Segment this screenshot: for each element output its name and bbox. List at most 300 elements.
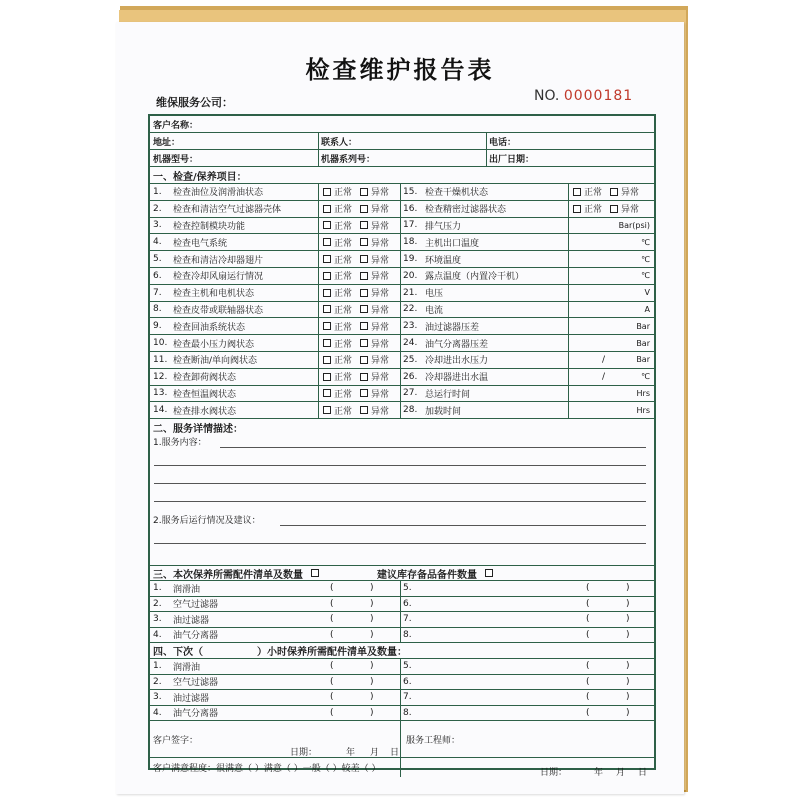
inspection-row	[150, 318, 654, 335]
normal-checkbox[interactable]	[323, 188, 331, 196]
column-divider	[318, 318, 319, 334]
inspection-item-label: 检查和清洁空气过滤器壳体	[173, 205, 282, 216]
part-number: 6.	[403, 598, 412, 609]
abnormal-label: 异常	[371, 221, 390, 232]
abnormal-checkbox[interactable]	[360, 305, 368, 313]
abnormal-label: 异常	[371, 305, 390, 316]
spare-stock-checkbox[interactable]	[485, 569, 493, 577]
inspection-item-label: 检查控制模块功能	[173, 221, 246, 232]
inspection-item-label: 检查皮带或联轴器状态	[173, 305, 264, 316]
item-number: 27.	[403, 388, 418, 399]
item-4-normal-option[interactable]	[323, 236, 352, 249]
item-3-status-options	[320, 218, 397, 234]
item-number: 23.	[403, 321, 418, 332]
item-2-abnormal-option[interactable]	[360, 202, 389, 215]
write-line[interactable]	[154, 465, 646, 466]
normal-label: 正常	[334, 255, 353, 266]
column-divider	[318, 234, 319, 250]
form-title: 检查维护报告表	[305, 56, 495, 84]
abnormal-label: 异常	[371, 205, 390, 216]
item-8-status-options	[320, 302, 397, 318]
normal-checkbox[interactable]	[323, 322, 331, 330]
column-divider	[318, 335, 319, 351]
item-3-abnormal-option[interactable]	[360, 219, 389, 232]
column-divider	[318, 352, 319, 368]
column-divider	[568, 285, 569, 301]
abnormal-checkbox[interactable]	[360, 373, 368, 381]
address-row	[150, 133, 654, 150]
item-number: 7.	[153, 287, 162, 298]
normal-label: 正常	[334, 322, 353, 333]
write-line[interactable]	[220, 447, 646, 448]
inspection-item-label: 总运行时间	[425, 389, 471, 400]
column-divider	[568, 386, 569, 402]
item-12-abnormal-option[interactable]	[360, 370, 389, 383]
inspection-item-label: 排气压力	[425, 221, 462, 232]
service-suggestion-label: 2.服务后运行情况及建议：	[153, 516, 261, 527]
part-name: 油过滤器	[173, 693, 210, 704]
part-name: 空气过滤器	[173, 678, 219, 689]
part-number: 8.	[403, 629, 412, 640]
next-spare-qty-paren-open: (	[586, 661, 590, 672]
next-part-qty-paren-close: )	[370, 676, 374, 687]
parts-row	[150, 628, 654, 644]
next-part-qty-paren-close: )	[370, 707, 374, 718]
item-number: 4.	[153, 237, 162, 248]
item-number: 15.	[403, 186, 418, 197]
inspection-item-label: 冷却进出水压力	[425, 356, 489, 367]
normal-checkbox[interactable]	[323, 221, 331, 229]
part-name: 油气分离器	[173, 631, 219, 642]
normal-checkbox[interactable]	[323, 205, 331, 213]
column-divider	[568, 335, 569, 351]
inspection-item-label: 油气分离器压差	[425, 339, 489, 350]
abnormal-label: 异常	[371, 406, 390, 417]
abnormal-checkbox[interactable]	[610, 205, 618, 213]
normal-label: 正常	[334, 305, 353, 316]
inspection-item-label: 检查冷却风扇运行情况	[173, 272, 264, 283]
normal-checkbox[interactable]	[323, 289, 331, 297]
inspection-item-label: 检查油位及润滑油状态	[173, 188, 264, 199]
item-13-normal-option[interactable]	[323, 387, 352, 400]
spare-stock-title-cell	[374, 566, 496, 580]
normal-label: 正常	[334, 406, 353, 417]
next-part-qty-paren-close: )	[370, 661, 374, 672]
inspection-row	[150, 251, 654, 268]
item-2-status-options	[320, 201, 397, 217]
part-name: 润滑油	[173, 662, 201, 673]
next-parts-row	[150, 675, 654, 691]
column-divider	[318, 285, 319, 301]
write-line[interactable]	[154, 543, 646, 544]
item-10-normal-option[interactable]	[323, 337, 352, 350]
write-line[interactable]	[154, 483, 646, 484]
inspection-row	[150, 402, 654, 419]
item-number: 13.	[153, 388, 168, 399]
abnormal-label: 异常	[371, 238, 390, 249]
item-8-abnormal-option[interactable]	[360, 303, 389, 316]
item-14-abnormal-option[interactable]	[360, 404, 389, 417]
next-part-qty-paren-close: )	[370, 692, 374, 703]
customer-signature-label: 客户签字：	[153, 736, 199, 747]
inspection-item-label: 露点温度（内置冷干机）	[425, 272, 525, 283]
column-divider	[568, 184, 569, 200]
part-name: 油气分离器	[173, 709, 219, 720]
normal-label: 正常	[334, 389, 353, 400]
form-table	[148, 114, 656, 779]
serial-number	[534, 88, 633, 104]
normal-checkbox[interactable]	[323, 389, 331, 397]
inspection-row	[150, 335, 654, 352]
item-8-normal-option[interactable]	[323, 303, 352, 316]
item-16-abnormal-option[interactable]	[610, 202, 639, 215]
abnormal-checkbox[interactable]	[360, 255, 368, 263]
parts-row	[150, 612, 654, 628]
abnormal-checkbox[interactable]	[360, 322, 368, 330]
item-number: 1.	[153, 186, 162, 197]
column-divider	[318, 251, 319, 267]
unit-label: V	[644, 288, 650, 298]
item-9-abnormal-option[interactable]	[360, 320, 389, 333]
abnormal-checkbox[interactable]	[360, 389, 368, 397]
abnormal-checkbox[interactable]	[360, 289, 368, 297]
next-parts-row	[150, 706, 654, 722]
spare-stock-title: 建议库存备品备件数量	[377, 569, 477, 581]
item-number: 3.	[153, 220, 162, 231]
engineer-date-day: 日	[638, 768, 648, 779]
abnormal-checkbox[interactable]	[360, 272, 368, 280]
item-number: 26.	[403, 371, 418, 382]
inspection-item-label: 检查精密过滤器状态	[425, 205, 507, 216]
section2-title: 二、服务详情描述：	[153, 423, 243, 435]
spare-qty-paren-close: )	[626, 598, 630, 609]
item-5-normal-option[interactable]	[323, 253, 352, 266]
section2-header	[150, 419, 654, 435]
normal-checkbox[interactable]	[323, 339, 331, 347]
part-name: 润滑油	[173, 584, 201, 595]
spare-qty-paren-open: (	[586, 614, 590, 625]
column-divider	[568, 352, 569, 368]
unit-label: Hrs	[636, 388, 650, 398]
parts-required-checkbox[interactable]	[311, 569, 319, 577]
engineer-date-label: 日期：	[540, 768, 568, 779]
inspection-row	[150, 201, 654, 218]
item-number: 25.	[403, 354, 418, 365]
abnormal-label: 异常	[371, 339, 390, 350]
signature-row	[150, 721, 654, 757]
section3-title-cell	[150, 566, 322, 580]
company-label: 维保服务公司：	[156, 96, 233, 109]
address-label: 地址：	[153, 137, 181, 148]
item-6-normal-option[interactable]	[323, 269, 352, 282]
section1-header	[150, 167, 654, 184]
normal-checkbox[interactable]	[573, 188, 581, 196]
inspection-item-label: 环境温度	[425, 255, 462, 266]
unit-label: ℃	[641, 254, 650, 264]
inspection-item-label: 加载时间	[425, 406, 462, 417]
inspection-item-label: 检查最小压力阀状态	[173, 339, 255, 350]
normal-label: 正常	[334, 356, 353, 367]
customer-date-day: 日	[390, 748, 400, 759]
satisfaction-row	[150, 757, 654, 777]
inspection-item-label: 检查主机和电机状态	[173, 289, 255, 300]
section4-title-start: 四、下次（	[153, 647, 203, 659]
item-number: 22.	[403, 304, 418, 315]
inspection-item-label: 检查卸荷阀状态	[173, 373, 237, 384]
part-number: 7.	[403, 692, 412, 703]
section3-title: 三、本次保养所需配件清单及数量	[153, 569, 303, 581]
normal-label: 正常	[334, 188, 353, 199]
parts-row	[150, 597, 654, 613]
abnormal-checkbox[interactable]	[360, 221, 368, 229]
normal-label: 正常	[584, 205, 603, 216]
unit-label: Bar(psi)	[618, 220, 650, 230]
item-16-status-options	[570, 201, 647, 217]
inspection-item-label: 检查恒温阀状态	[173, 389, 237, 400]
item-15-abnormal-option[interactable]	[610, 185, 639, 198]
spare-qty-paren-close: )	[626, 629, 630, 640]
abnormal-label: 异常	[371, 322, 390, 333]
customer-name-row	[150, 116, 654, 133]
unit-label: Bar	[636, 355, 650, 365]
column-divider	[568, 402, 569, 418]
part-number: 2.	[153, 676, 162, 687]
section4-title-end: ）小时保养所需配件清单及数量：	[257, 647, 407, 659]
part-qty-paren-close: )	[370, 629, 374, 640]
item-number: 24.	[403, 338, 418, 349]
contact-label: 联系人：	[321, 137, 358, 148]
abnormal-checkbox[interactable]	[360, 188, 368, 196]
next-spare-qty-paren-open: (	[586, 707, 590, 718]
normal-label: 正常	[584, 188, 603, 199]
next-spare-qty-paren-close: )	[626, 661, 630, 672]
write-line[interactable]	[154, 501, 646, 502]
next-spare-qty-paren-open: (	[586, 692, 590, 703]
inspection-item-label: 检查断油/单向阀状态	[173, 356, 258, 367]
column-divider	[318, 402, 319, 418]
item-number: 28.	[403, 405, 418, 416]
item-14-normal-option[interactable]	[323, 404, 352, 417]
inspection-row	[150, 352, 654, 369]
item-10-abnormal-option[interactable]	[360, 337, 389, 350]
inspection-item-label: 检查回油系统状态	[173, 322, 246, 333]
column-divider	[568, 369, 569, 385]
item-number: 12.	[153, 371, 168, 382]
item-12-normal-option[interactable]	[323, 370, 352, 383]
normal-checkbox[interactable]	[323, 356, 331, 364]
item-number: 6.	[153, 270, 162, 281]
abnormal-checkbox[interactable]	[360, 205, 368, 213]
inspection-item-label: 检查和清洁冷却器翅片	[173, 255, 264, 266]
inspection-row	[150, 218, 654, 235]
item-13-status-options	[320, 386, 397, 402]
part-name: 空气过滤器	[173, 600, 219, 611]
abnormal-checkbox[interactable]	[360, 406, 368, 414]
column-divider	[400, 721, 401, 757]
part-qty-paren-open: (	[330, 629, 334, 640]
item-15-normal-option[interactable]	[573, 185, 602, 198]
item-9-normal-option[interactable]	[323, 320, 352, 333]
item-number: 21.	[403, 287, 418, 298]
abnormal-checkbox[interactable]	[610, 188, 618, 196]
section3-header	[150, 565, 654, 581]
part-number: 8.	[403, 707, 412, 718]
spare-qty-paren-open: (	[586, 629, 590, 640]
spare-qty-paren-close: )	[626, 583, 630, 594]
part-qty-paren-open: (	[330, 598, 334, 609]
part-qty-paren-open: (	[330, 583, 334, 594]
item-number: 11.	[153, 354, 168, 365]
item-13-abnormal-option[interactable]	[360, 387, 389, 400]
item-number: 18.	[403, 237, 418, 248]
abnormal-label: 异常	[371, 272, 390, 283]
machine-model-label: 机器型号：	[153, 154, 199, 165]
item-number: 10.	[153, 338, 168, 349]
abnormal-checkbox[interactable]	[360, 238, 368, 246]
customer-name-label: 客户名称：	[153, 120, 199, 131]
part-number: 3.	[153, 614, 162, 625]
normal-label: 正常	[334, 205, 353, 216]
item-9-status-options	[320, 318, 397, 334]
column-divider	[318, 201, 319, 217]
write-line[interactable]	[280, 525, 646, 526]
inspection-row	[150, 285, 654, 302]
part-number: 4.	[153, 629, 162, 640]
part-number: 7.	[403, 614, 412, 625]
item-1-normal-option[interactable]	[323, 185, 352, 198]
next-parts-row	[150, 690, 654, 706]
serial-prefix: NO.	[534, 88, 560, 104]
spare-qty-paren-open: (	[586, 583, 590, 594]
normal-checkbox[interactable]	[323, 305, 331, 313]
item-number: 17.	[403, 220, 418, 231]
abnormal-checkbox[interactable]	[360, 356, 368, 364]
normal-checkbox[interactable]	[323, 272, 331, 280]
inspection-row	[150, 302, 654, 319]
item-10-status-options	[320, 335, 397, 351]
item-number: 16.	[403, 203, 418, 214]
abnormal-label: 异常	[371, 389, 390, 400]
column-divider	[568, 268, 569, 284]
abnormal-label: 异常	[621, 188, 640, 199]
column-divider	[568, 318, 569, 334]
normal-checkbox[interactable]	[323, 406, 331, 414]
column-divider	[568, 302, 569, 318]
normal-checkbox[interactable]	[323, 373, 331, 381]
item-number: 14.	[153, 405, 168, 416]
factory-date-label: 出厂日期：	[489, 154, 535, 165]
satisfaction-rating: 客户满意程度：很满意（ ）满意（ ）一般（ ）较差（ ）	[153, 764, 381, 775]
inspection-row	[150, 184, 654, 201]
column-divider	[568, 201, 569, 217]
part-number: 6.	[403, 676, 412, 687]
item-number: 9.	[153, 321, 162, 332]
unit-label: A	[644, 304, 650, 314]
normal-checkbox[interactable]	[573, 205, 581, 213]
customer-date-month: 月	[370, 748, 380, 759]
item-6-status-options	[320, 268, 397, 284]
unit-label: ℃	[641, 271, 650, 281]
item-12-status-options	[320, 369, 397, 385]
normal-label: 正常	[334, 339, 353, 350]
section1-title: 一、检查/保养项目：	[153, 171, 247, 183]
part-number: 1.	[153, 583, 162, 594]
item-4-status-options	[320, 234, 397, 250]
normal-label: 正常	[334, 373, 353, 384]
item-number: 20.	[403, 270, 418, 281]
inspection-item-label: 检查排水阀状态	[173, 406, 237, 417]
column-divider	[318, 386, 319, 402]
column-divider	[318, 302, 319, 318]
item-16-normal-option[interactable]	[573, 202, 602, 215]
inspection-row	[150, 234, 654, 251]
inspection-row	[150, 369, 654, 386]
inspection-item-label: 电流	[425, 305, 444, 316]
item-7-normal-option[interactable]	[323, 286, 352, 299]
inspection-item-label: 冷却器进出水温	[425, 373, 489, 384]
engineer-date-year: 年	[594, 768, 604, 779]
next-part-qty-paren-open: (	[330, 692, 334, 703]
normal-label: 正常	[334, 289, 353, 300]
inspection-item-label: 油过滤器压差	[425, 322, 480, 333]
column-divider	[318, 218, 319, 234]
column-divider	[568, 234, 569, 250]
item-number: 19.	[403, 254, 418, 265]
phone-label: 电话：	[489, 137, 517, 148]
parts-row	[150, 581, 654, 597]
serial-value: 0000181	[563, 88, 634, 104]
item-number: 2.	[153, 203, 162, 214]
item-3-normal-option[interactable]	[323, 219, 352, 232]
item-11-abnormal-option[interactable]	[360, 353, 389, 366]
item-1-abnormal-option[interactable]	[360, 185, 389, 198]
unit-label: ℃	[641, 237, 650, 247]
service-content-label: 1.服务内容：	[153, 438, 207, 449]
item-5-abnormal-option[interactable]	[360, 253, 389, 266]
next-spare-qty-paren-close: )	[626, 676, 630, 687]
item-4-abnormal-option[interactable]	[360, 236, 389, 249]
item-2-normal-option[interactable]	[323, 202, 352, 215]
item-number: 5.	[153, 254, 162, 265]
part-number: 5.	[403, 661, 412, 672]
column-divider	[568, 218, 569, 234]
part-qty-paren-close: )	[370, 598, 374, 609]
item-11-normal-option[interactable]	[323, 353, 352, 366]
abnormal-label: 异常	[371, 188, 390, 199]
item-5-status-options	[320, 251, 397, 267]
part-number: 4.	[153, 707, 162, 718]
normal-checkbox[interactable]	[323, 255, 331, 263]
normal-label: 正常	[334, 272, 353, 283]
abnormal-label: 异常	[371, 255, 390, 266]
item-14-status-options	[320, 402, 397, 418]
next-spare-qty-paren-open: (	[586, 676, 590, 687]
report-form-sheet	[116, 22, 684, 794]
abnormal-checkbox[interactable]	[360, 339, 368, 347]
unit-label: ℃	[641, 372, 650, 382]
column-divider	[318, 184, 319, 200]
item-6-abnormal-option[interactable]	[360, 269, 389, 282]
inspection-item-label: 检查干燥机状态	[425, 188, 489, 199]
item-7-abnormal-option[interactable]	[360, 286, 389, 299]
part-number: 5.	[403, 583, 412, 594]
item-15-status-options	[570, 184, 647, 200]
item-1-status-options	[320, 184, 397, 200]
engineer-signature-label: 服务工程师：	[406, 736, 461, 747]
unit-label: Hrs	[636, 405, 650, 415]
normal-checkbox[interactable]	[323, 238, 331, 246]
part-name: 油过滤器	[173, 615, 210, 626]
